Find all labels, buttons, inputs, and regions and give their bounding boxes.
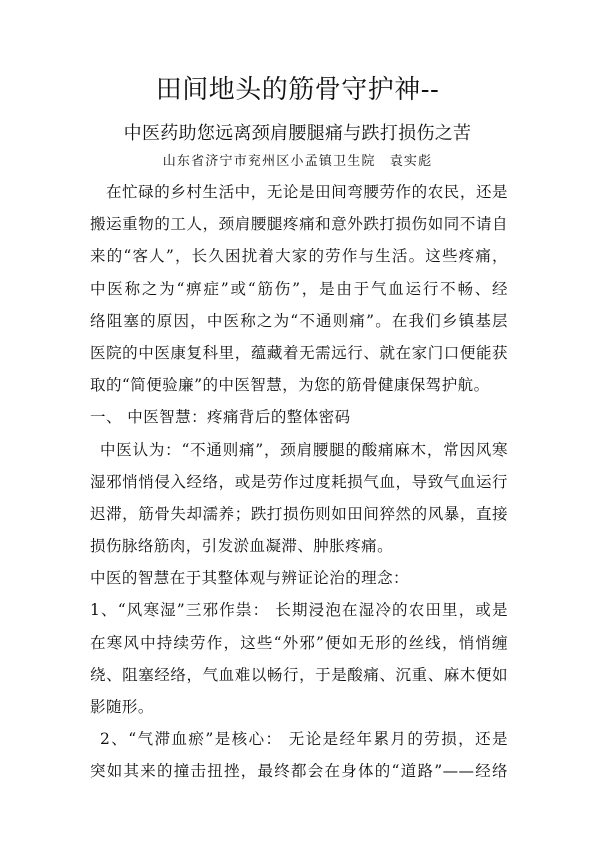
body-line: 在忙碌的乡村生活中，无论是田间弯腰劳作的农民，还是 bbox=[106, 183, 508, 201]
body-line: 突如其来的撞击扭挫，最终都会在身体的“道路”——经络 bbox=[90, 762, 508, 781]
body-line: 中医认为：“不通则痛”，颈肩腰腿的酸痛麻木，常因风寒 bbox=[100, 440, 508, 459]
author-organization: 山东省济宁市兖州区小孟镇卫生院 bbox=[162, 154, 376, 169]
body-line: 搬运重物的工人，颈肩腰腿疼痛和意外跌打损伤如同不请自 bbox=[90, 215, 508, 234]
document-body bbox=[90, 176, 508, 788]
author-line bbox=[0, 152, 595, 172]
list-item: 1、“风寒湿”三邪作祟： 长期浸泡在湿冷的农田里，或是 bbox=[90, 601, 508, 620]
body-line: 绕、阻塞经络，气血难以畅行，于是酸痛、沉重、麻木便如 bbox=[90, 665, 508, 684]
body-line: 络阻塞的原因，中医称之为“不通则痛”。在我们乡镇基层 bbox=[90, 311, 508, 330]
author-name: 袁实彪 bbox=[389, 154, 433, 169]
list-item: 2、“气滞血瘀”是核心： 无论是经年累月的劳损，还是 bbox=[100, 730, 508, 749]
body-line: 影随形。 bbox=[90, 698, 154, 716]
body-line: 取的“简便验廉”的中医智慧，为您的筋骨健康保驾护航。 bbox=[90, 376, 490, 395]
body-line: 医院的中医康复科里，蕴藏着无需远行、就在家门口便能获 bbox=[90, 343, 508, 362]
document-subtitle: 中医药助您远离颈肩腰腿痛与跌打损伤之苦 bbox=[123, 123, 472, 144]
document-title: 田间地头的筋骨守护神-- bbox=[155, 75, 440, 105]
section-heading: 一、 中医智慧：疼痛背后的整体密码 bbox=[90, 408, 351, 427]
body-line: 中医称之为“痹症”或“筋伤”，是由于气血运行不畅、经 bbox=[90, 279, 508, 298]
body-line: 在寒风中持续劳作，这些“外邪”便如无形的丝线，悄悄缠 bbox=[90, 633, 508, 652]
body-line: 迟滞，筋骨失却濡养；跌打损伤则如田间猝然的风暴，直接 bbox=[90, 504, 508, 523]
body-line: 湿邪悄悄侵入经络，或是劳作过度耗损气血，导致气血运行 bbox=[90, 472, 508, 491]
body-line: 中医的智慧在于其整体观与辨证论治的理念： bbox=[90, 569, 410, 588]
body-line: 来的“客人”，长久困扰着大家的劳作与生活。这些疼痛， bbox=[90, 247, 508, 266]
body-line: 损伤脉络筋肉，引发淤血凝滞、肿胀疼痛。 bbox=[90, 537, 394, 556]
